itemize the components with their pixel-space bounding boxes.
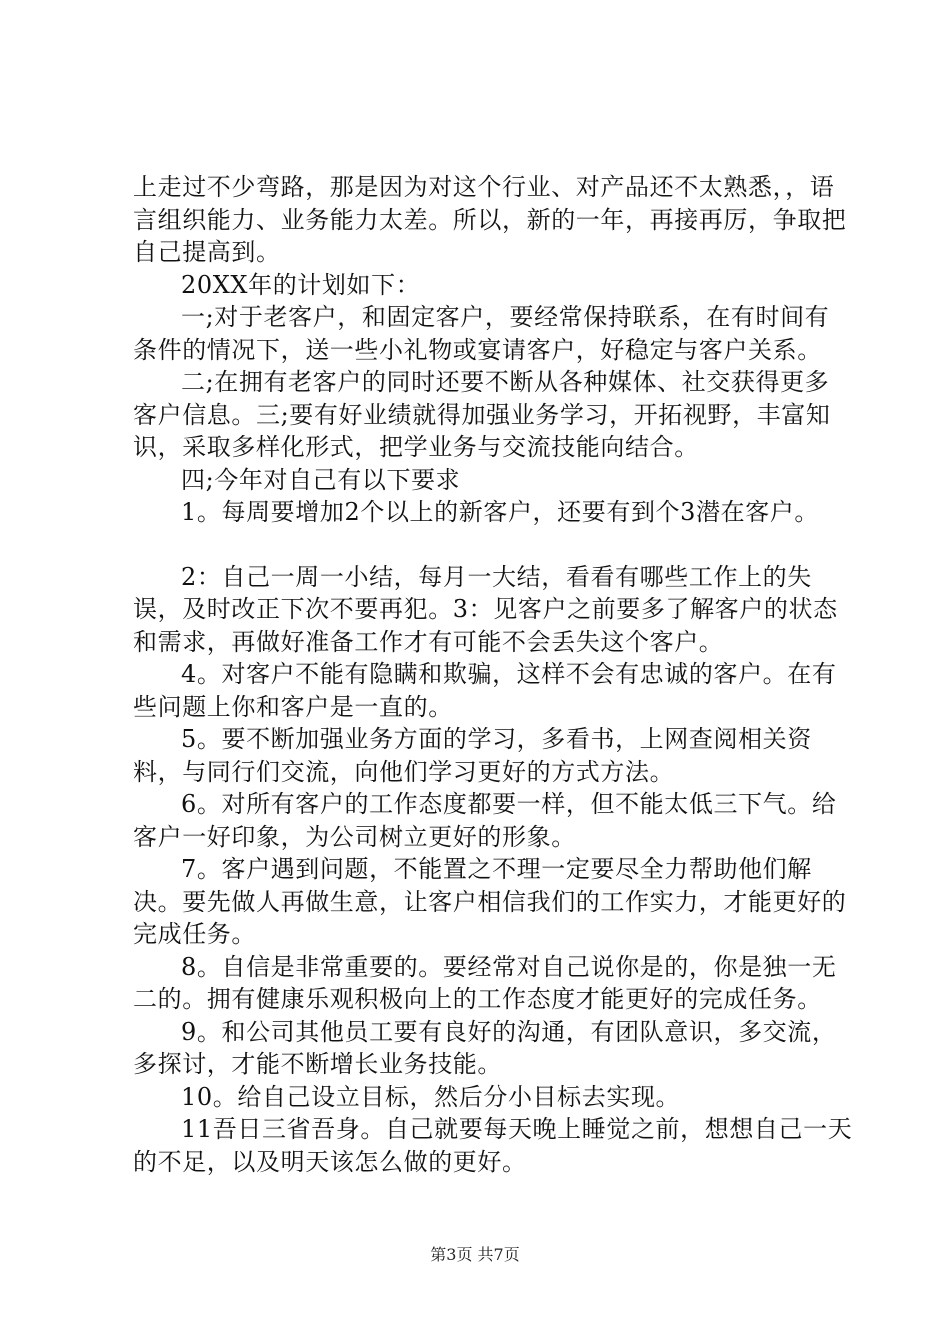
paragraph: 5。要不断加强业务方面的学习，多看书，上网查阅相关资料，与同行们交流，向他们学习更好的方式方法。 [133, 725, 812, 786]
paragraph: 7。客户遇到问题，不能置之不理一定要尽全力帮助他们解决。要先做人再做生意，让客户相信我们的工作实力，才能更好的完成任务。 [133, 855, 847, 948]
paragraph: 10。给自己设立目标，然后分小目标去实现。 [181, 1082, 681, 1111]
paragraph: 1。每周要增加2个以上的新客户，还要有到个3潜在客户。 [181, 498, 820, 526]
paragraph: 6。对所有客户的工作态度都要一样，但不能太低三下气。给客户一好印象，为公司树立更好的形象。 [133, 790, 837, 851]
paragraph: 2：自己一周一小结，每月一大结，看看有哪些工作上的失误，及时改正下次不要再犯。3：见客户之前要多了解客户的状态和需求，再做好准备工作才有可能不会丢失这个客户。 [133, 562, 838, 656]
paragraph: 四;今年对自己有以下要求 [181, 465, 461, 494]
paragraph-gap [133, 529, 853, 561]
paragraph: 20XX年的计划如下： [181, 270, 421, 299]
paragraph: 4。对客户不能有隐瞒和欺骗，这样不会有忠诚的客户。在有些问题上你和客户是一直的。 [133, 660, 837, 721]
paragraph: 一;对于老客户，和固定客户，要经常保持联系，在有时间有条件的情况下，送一些小礼物或宴请客户，好稳定与客户关系。 [133, 303, 830, 364]
paragraph: 8。自信是非常重要的。要经常对自己说你是的，你是独一无二的。拥有健康乐观积极向上的工作态度才能更好的完成任务。 [133, 952, 837, 1013]
paragraph: 9。和公司其他员工要有良好的沟通，有团队意识，多交流，多探讨，才能不断增长业务技能。 [133, 1017, 837, 1078]
document-body [133, 171, 853, 1178]
paragraph: 上走过不少弯路，那是因为对这个行业、对产品还不太熟悉，，语言组织能力、业务能力太差。所以，新的一年，再接再厉，争取把自己提高到。 [133, 173, 847, 266]
paragraph: 二;在拥有老客户的同时还要不断从各种媒体、社交获得更多客户信息。三;要有好业绩就得加强业务学习，开拓视野，丰富知识，采取多样化形式，把学业务与交流技能向结合。 [133, 368, 831, 461]
paragraph: 11吾日三省吾身。自己就要每天晚上睡觉之前，想想自己一天的不足，以及明天该怎么做的更好。 [133, 1115, 853, 1176]
page-number-footer: 第3页 共7页 [430, 1245, 520, 1264]
